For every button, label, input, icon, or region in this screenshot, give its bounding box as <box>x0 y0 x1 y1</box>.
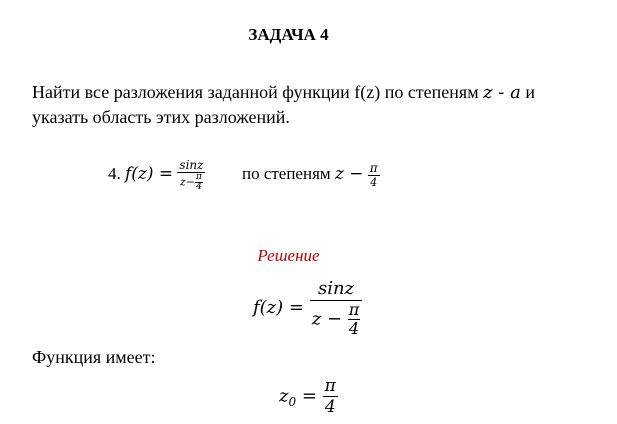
task-lhs: f(z) = <box>125 163 174 184</box>
formula1-four: 4 <box>348 319 360 338</box>
task-denominator-left: z− <box>179 175 195 189</box>
task-denominator-pi: π <box>195 172 202 182</box>
formula2-pi: π <box>324 376 336 396</box>
powers-pi-fraction <box>368 161 380 190</box>
singular-point-formula <box>279 376 338 417</box>
problem-statement <box>32 80 535 130</box>
formula2-z: z <box>279 385 289 407</box>
task-number: 4. <box>108 163 121 183</box>
solution-formula <box>253 278 362 338</box>
task-fraction <box>177 158 205 192</box>
task-denominator-pi-fraction <box>195 173 203 192</box>
powers-label: по степеням <box>241 163 331 183</box>
task-numerator: sinz <box>179 158 204 172</box>
statement-line-1-prefix: Найти все разложения заданной функции f(z) по степеням <box>32 82 484 102</box>
formula1-denominator <box>310 301 363 338</box>
formula1-pi: π <box>348 300 360 319</box>
statement-line-1 <box>32 80 535 105</box>
formula1-fraction <box>310 278 363 338</box>
formula2-subscript: 0 <box>288 395 297 410</box>
formula2-four: 4 <box>324 397 336 417</box>
solution-heading: Решение <box>257 246 320 265</box>
statement-variable: z - a <box>483 82 521 103</box>
powers-4: 4 <box>370 175 378 189</box>
function-has-label: Функция имеет: <box>32 347 156 367</box>
formula1-lhs: f(z) = <box>253 297 304 318</box>
formula1-pi-fraction <box>348 301 361 338</box>
formula2-fraction <box>323 376 338 417</box>
task-denominator-4: 4 <box>196 182 202 192</box>
formula2-eq: = <box>296 385 317 407</box>
formula1-denominator-left: z − <box>311 308 343 330</box>
formula1-numerator: sinz <box>310 278 363 301</box>
task-formula <box>108 158 380 192</box>
statement-line-2: указать область этих разложений. <box>32 107 290 127</box>
page-title: ЗАДАЧА 4 <box>248 25 329 44</box>
statement-line-1-suffix: и <box>520 82 535 102</box>
powers-expr: z − <box>334 163 364 184</box>
powers-pi: π <box>369 160 378 175</box>
task-denominator <box>177 173 205 192</box>
